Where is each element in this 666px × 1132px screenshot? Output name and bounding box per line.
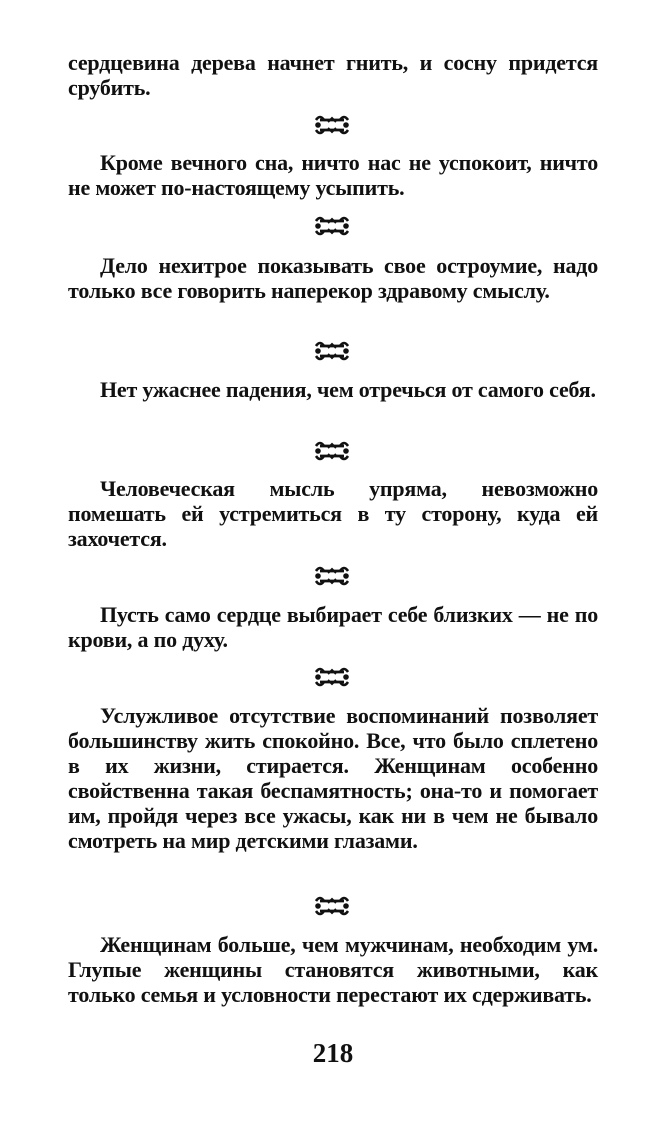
- fleuron-ornament-icon: [310, 112, 354, 138]
- fleuron-ornament-icon: [310, 213, 354, 239]
- fleuron-ornament-icon: [310, 338, 354, 364]
- continued-paragraph: сердцевина дерева начнет гнить, и сосну придется срубить.: [68, 50, 598, 100]
- paragraph-2: Дело нехитрое показывать свое остроумие, надо только все говорить наперекор здравому смыслу.: [68, 253, 598, 303]
- fleuron-ornament-icon: [310, 438, 354, 464]
- fleuron-ornament-icon: [310, 893, 354, 919]
- paragraph-6: Услужливое отсутствие воспоминаний позволяет большинству жить спокойно. Все, что было сплетено в их жизни, стирается. Женщинам особенно свойственна такая беспамятность; она-то и помогает им, пройдя через все ужасы, как ни в чем не бывало смотреть на мир детскими глазами.: [68, 703, 598, 853]
- paragraph-1: Кроме вечного сна, ничто нас не успокоит, ничто не может по-настоящему усыпить.: [68, 150, 598, 200]
- fleuron-ornament-icon: [310, 563, 354, 589]
- paragraph-5: Пусть само сердце выбирает себе близких — не по крови, а по духу.: [68, 602, 598, 652]
- page-number: 218: [312, 1038, 354, 1068]
- paragraph-4: Человеческая мысль упряма, невозможно помешать ей устремиться в ту сторону, куда ей захочется.: [68, 476, 598, 551]
- paragraph-3: Нет ужаснее падения, чем отречься от самого себя.: [100, 377, 596, 402]
- paragraph-7: Женщинам больше, чем мужчинам, необходим ум. Глупые женщины становятся животными, как только семья и условности перестают их сдерживать.: [68, 932, 598, 1007]
- fleuron-ornament-icon: [310, 664, 354, 690]
